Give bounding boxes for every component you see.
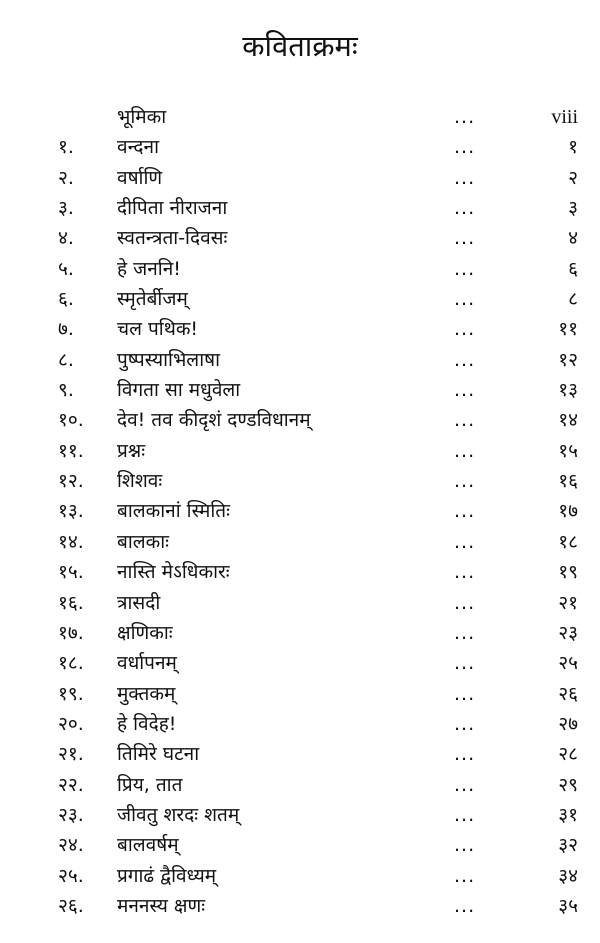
entry-title: प्रगाढं द्वैविध्यम् [117, 864, 217, 887]
entry-page-number: १ [568, 136, 578, 159]
toc-entry [0, 891, 600, 921]
entry-title: हे जननि! [117, 257, 181, 280]
dot-leader: ... [454, 773, 476, 796]
dot-leader: ... [454, 743, 476, 766]
entry-number: २. [58, 166, 74, 189]
dot-leader: ... [454, 864, 476, 887]
entry-number: १४. [58, 530, 84, 553]
entry-title: प्रश्नः [117, 439, 146, 462]
toc-entry [0, 679, 600, 709]
entry-number: १८. [58, 652, 84, 675]
toc-entry [0, 466, 600, 496]
entry-title: वर्षाणि [117, 166, 163, 189]
toc-entry [0, 709, 600, 739]
entry-page-number: १९ [558, 561, 578, 584]
entry-page-number: २९ [558, 773, 578, 796]
entry-number: १९. [58, 682, 84, 705]
entry-number: ११. [58, 439, 84, 462]
entry-page-number: १४ [558, 409, 578, 432]
toc-entry [0, 496, 600, 526]
toc-entry [0, 557, 600, 587]
toc-entry [0, 284, 600, 314]
dot-leader: ... [454, 500, 476, 523]
entry-number: १३. [58, 500, 84, 523]
entry-title: वर्धापनम् [117, 652, 177, 675]
entry-page-number: १३ [558, 379, 578, 402]
dot-leader: ... [454, 197, 476, 220]
entry-number: ६. [58, 288, 74, 311]
dot-leader: ... [454, 379, 476, 402]
entry-number: १७. [58, 621, 84, 644]
entry-page-number: ४ [568, 227, 578, 250]
dot-leader: ... [454, 348, 476, 371]
toc-entry [0, 588, 600, 618]
entry-page-number: ८ [568, 288, 578, 311]
entry-page-number: २१ [558, 591, 578, 614]
entry-title: त्रासदी [117, 591, 161, 614]
entry-title: क्षणिकाः [117, 621, 173, 644]
entry-number: २०. [58, 712, 84, 735]
dot-leader: ... [454, 712, 476, 735]
entry-title: हे विदेह! [117, 712, 177, 735]
entry-title: पुष्पस्याभिलाषा [117, 348, 221, 371]
entry-page-number: २५ [558, 652, 578, 675]
toc-entry [0, 436, 600, 466]
toc-entry [0, 648, 600, 678]
dot-leader: ... [454, 227, 476, 250]
toc-entry [0, 861, 600, 891]
entry-title: नास्ति मेऽधिकारः [117, 561, 230, 584]
page-title: कविताक्रमः [242, 29, 358, 63]
dot-leader: ... [454, 652, 476, 675]
dot-leader: ... [454, 561, 476, 584]
dot-leader: ... [454, 530, 476, 553]
entry-number: २२. [58, 773, 84, 796]
dot-leader: ... [454, 682, 476, 705]
entry-page-number: १८ [558, 530, 578, 553]
entry-title: मननस्य क्षणः [117, 894, 206, 917]
toc-entry [0, 739, 600, 769]
entry-title: देव! तव कीदृशं दण्डविधानम् [117, 409, 311, 432]
toc-entry [0, 770, 600, 800]
toc-entry [0, 800, 600, 830]
entry-page-number: १६ [558, 470, 578, 493]
dot-leader: ... [454, 409, 476, 432]
toc-entry [0, 405, 600, 435]
dot-leader: ... [454, 803, 476, 826]
dot-leader: ... [454, 591, 476, 614]
dot-leader: ... [454, 288, 476, 311]
entry-page-number: ३ [568, 197, 578, 220]
toc-entry [0, 527, 600, 557]
entry-page-number: viii [551, 106, 578, 128]
entry-number: ९. [58, 379, 74, 402]
toc-entry [0, 223, 600, 253]
entry-title: जीवतु शरदः शतम् [117, 803, 240, 826]
toc-entry [0, 375, 600, 405]
dot-leader: ... [454, 470, 476, 493]
entry-title: शिशवः [117, 470, 163, 493]
entry-number: १०. [58, 409, 84, 432]
entry-page-number: ३२ [558, 834, 578, 857]
entry-page-number: २६ [558, 682, 578, 705]
table-of-contents [0, 102, 600, 921]
entry-title: तिमिरे घटना [117, 743, 200, 766]
entry-title: मुक्तकम् [117, 682, 176, 705]
dot-leader: ... [454, 318, 476, 341]
toc-entry [0, 314, 600, 344]
dot-leader: ... [454, 136, 476, 159]
dot-leader: ... [454, 439, 476, 462]
entry-page-number: १२ [558, 348, 578, 371]
entry-page-number: २७ [558, 712, 578, 735]
entry-number: १२. [58, 470, 84, 493]
entry-number: २१. [58, 743, 84, 766]
entry-title: स्वतन्त्रता-दिवसः [117, 227, 228, 250]
entry-page-number: २८ [558, 743, 578, 766]
entry-page-number: ३४ [558, 864, 578, 887]
toc-entry [0, 345, 600, 375]
entry-number: १६. [58, 591, 84, 614]
entry-page-number: १७ [558, 500, 578, 523]
dot-leader: ... [454, 166, 476, 189]
entry-title: दीपिता नीराजना [117, 197, 228, 220]
entry-number: ३. [58, 197, 74, 220]
entry-number: ५. [58, 257, 74, 280]
dot-leader: ... [454, 257, 476, 280]
entry-title: वन्दना [117, 136, 159, 159]
entry-title: विगता सा मधुवेला [117, 379, 241, 402]
entry-title: स्मृतेर्बीजम् [117, 288, 188, 311]
dot-leader: ... [454, 621, 476, 644]
entry-title: बालवर्षम् [117, 834, 179, 857]
entry-number: १५. [58, 561, 84, 584]
entry-title: भूमिका [117, 106, 167, 128]
entry-number: २६. [58, 894, 84, 917]
entry-title: चल पथिक! [117, 318, 199, 341]
toc-entry [0, 102, 600, 132]
entry-page-number: ११ [558, 318, 578, 341]
entry-page-number: ६ [568, 257, 578, 280]
entry-page-number: २३ [558, 621, 578, 644]
entry-number: ७. [58, 318, 74, 341]
entry-title: बालकानां स्मितिः [117, 500, 230, 523]
entry-title: बालकाः [117, 530, 170, 553]
entry-number: २५. [58, 864, 84, 887]
toc-entry [0, 193, 600, 223]
entry-number: २३. [58, 803, 84, 826]
entry-number: ८. [58, 348, 74, 371]
dot-leader: ... [454, 106, 476, 128]
entry-number: ४. [58, 227, 74, 250]
dot-leader: ... [454, 894, 476, 917]
entry-page-number: ३५ [558, 894, 578, 917]
entry-number: २४. [58, 834, 84, 857]
toc-entry [0, 163, 600, 193]
entry-page-number: २ [568, 166, 578, 189]
toc-entry [0, 132, 600, 162]
entry-number: १. [58, 136, 74, 159]
toc-entry [0, 830, 600, 860]
entry-page-number: ३१ [558, 803, 578, 826]
toc-entry [0, 254, 600, 284]
entry-title: प्रिय, तात [117, 773, 183, 796]
entry-page-number: १५ [558, 439, 578, 462]
dot-leader: ... [454, 834, 476, 857]
toc-entry [0, 618, 600, 648]
